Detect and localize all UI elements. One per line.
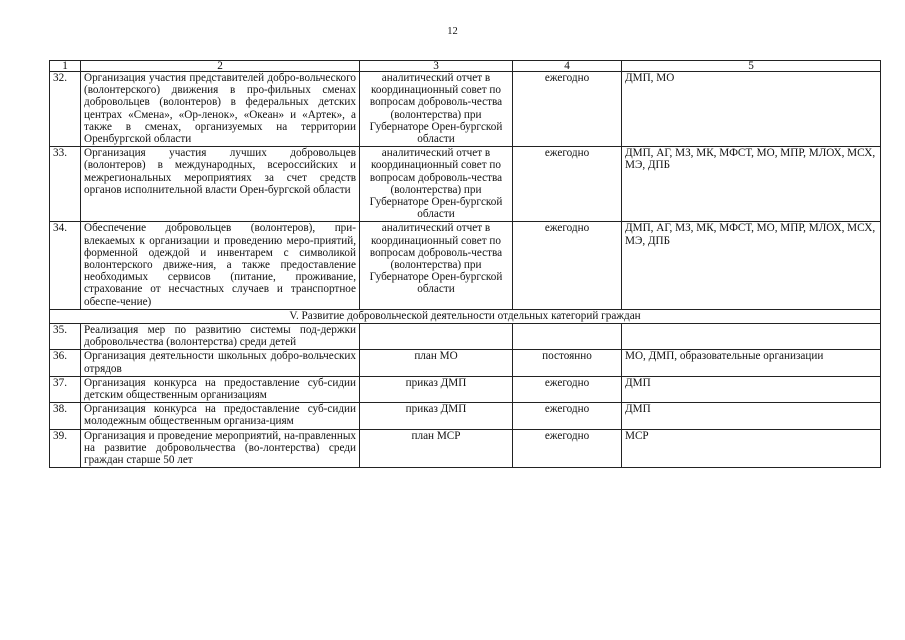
column-header-3: 3 bbox=[360, 61, 513, 72]
responsible-cell: ДМП, АГ, МЗ, МК, МФСТ, МО, МПР, МЛОХ, МСХ, МЭ, ДПБ bbox=[622, 222, 881, 309]
document-cell: приказ ДМП bbox=[360, 403, 513, 429]
table-row bbox=[50, 429, 881, 468]
term-cell: ежегодно bbox=[513, 222, 622, 309]
term-cell: постоянно bbox=[513, 350, 622, 376]
section-title: V. Развитие добровольческой деятельности отдельных категорий граждан bbox=[50, 309, 881, 323]
document-cell bbox=[360, 324, 513, 350]
table-row bbox=[50, 222, 881, 309]
row-number: 37. bbox=[50, 376, 81, 402]
document-cell: план МСР bbox=[360, 429, 513, 468]
column-number-row bbox=[50, 61, 881, 72]
column-header-1: 1 bbox=[50, 61, 81, 72]
column-header-2: 2 bbox=[81, 61, 360, 72]
responsible-cell: ДМП bbox=[622, 403, 881, 429]
responsible-cell: МСР bbox=[622, 429, 881, 468]
activity-cell: Организация участия представителей добро-вольческого (волонтерского) движения в про-фильных сменах добровольцев (волонтеров) в федеральных детских центрах «Смена», «Ор-ленок», «Океан» и «Артек», а также в сменах, организуемых на территории Оренбургской области bbox=[81, 72, 360, 147]
activity-cell: Организация конкурса на предоставление суб-сидии молодежным общественным организа-циям bbox=[81, 403, 360, 429]
table-row bbox=[50, 72, 881, 147]
column-header-4: 4 bbox=[513, 61, 622, 72]
term-cell: ежегодно bbox=[513, 403, 622, 429]
document-cell: план МО bbox=[360, 350, 513, 376]
responsible-cell bbox=[622, 324, 881, 350]
row-number: 32. bbox=[50, 72, 81, 147]
activity-cell: Организация деятельности школьных добро-вольческих отрядов bbox=[81, 350, 360, 376]
page-number: 12 bbox=[447, 26, 458, 37]
responsible-cell: ДМП, АГ, МЗ, МК, МФСТ, МО, МПР, МЛОХ, МСХ, МЭ, ДПБ bbox=[622, 147, 881, 222]
responsible-cell: МО, ДМП, образовательные организации bbox=[622, 350, 881, 376]
table-row bbox=[50, 403, 881, 429]
activity-cell: Организация конкурса на предоставление суб-сидии детским общественным организациям bbox=[81, 376, 360, 402]
section-header-row bbox=[50, 309, 881, 323]
term-cell: ежегодно bbox=[513, 376, 622, 402]
row-number: 36. bbox=[50, 350, 81, 376]
row-number: 34. bbox=[50, 222, 81, 309]
term-cell: ежегодно bbox=[513, 147, 622, 222]
document-cell: аналитический отчет в координационный совет по вопросам доброволь-чества (волонтерства) при Губернаторе Орен-бургской области bbox=[360, 147, 513, 222]
plan-table bbox=[49, 60, 881, 468]
table-row bbox=[50, 324, 881, 350]
term-cell: ежегодно bbox=[513, 429, 622, 468]
row-number: 33. bbox=[50, 147, 81, 222]
term-cell: ежегодно bbox=[513, 72, 622, 147]
activity-cell: Реализация мер по развитию системы под-держки добровольчества (волонтерства) среди детей bbox=[81, 324, 360, 350]
row-number: 35. bbox=[50, 324, 81, 350]
row-number: 39. bbox=[50, 429, 81, 468]
row-number: 38. bbox=[50, 403, 81, 429]
term-cell bbox=[513, 324, 622, 350]
activity-cell: Организация участия лучших добровольцев (волонтеров) в международных, всероссийских и межрегиональных мероприятиях за счет средств органов исполнительной власти Орен-бургской области bbox=[81, 147, 360, 222]
responsible-cell: ДМП, МО bbox=[622, 72, 881, 147]
table-row bbox=[50, 350, 881, 376]
document-cell: приказ ДМП bbox=[360, 376, 513, 402]
activity-cell: Обеспечение добровольцев (волонтеров), при-влекаемых к организации и проведению меро-приятий, форменной одеждой и инвентарем с символикой волонтерского движе-ния, а также предоставление необходимых сервисов (питание, проживание, страхование от несчастных случаев и транспортное обеспе-чение) bbox=[81, 222, 360, 309]
table-row bbox=[50, 147, 881, 222]
document-cell: аналитический отчет в координационный совет по вопросам доброволь-чества (волонтерства) при Губернаторе Орен-бургской области bbox=[360, 222, 513, 309]
responsible-cell: ДМП bbox=[622, 376, 881, 402]
document-cell: аналитический отчет в координационный совет по вопросам доброволь-чества (волонтерства) при Губернаторе Орен-бургской области bbox=[360, 72, 513, 147]
column-header-5: 5 bbox=[622, 61, 881, 72]
table-row bbox=[50, 376, 881, 402]
activity-cell: Организация и проведение мероприятий, на-правленных на развитие добровольчества (во-лонтерства) среди граждан старше 50 лет bbox=[81, 429, 360, 468]
